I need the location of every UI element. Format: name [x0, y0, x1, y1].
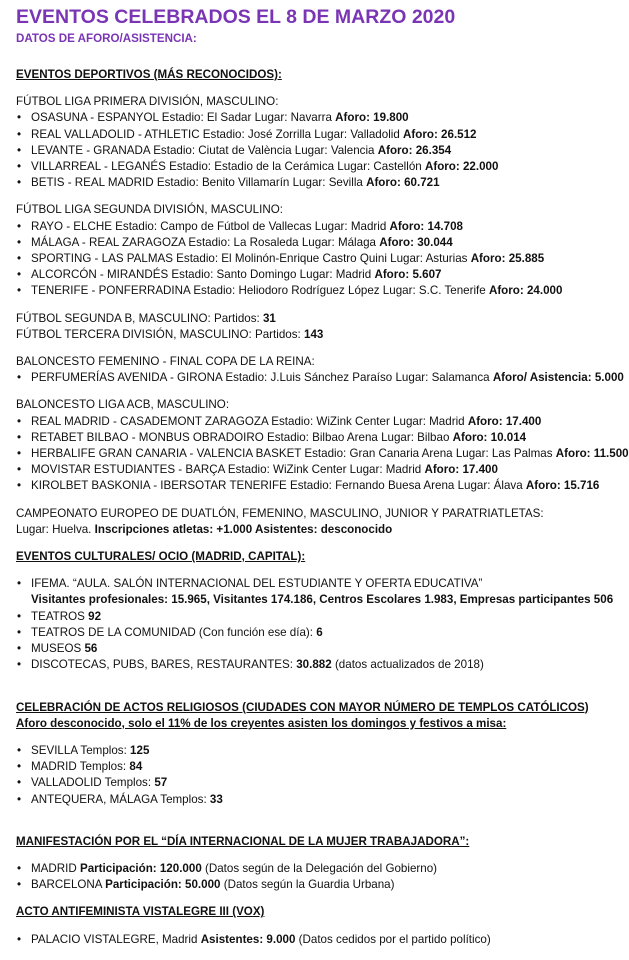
list-item: • TENERIFE - PONFERRADINA Estadio: Heliodoro Rodríguez López Lugar: S.C. Tenerife Aforo: 24.000	[16, 283, 596, 299]
culture-section-heading: EVENTOS CULTURALES/ OCIO (MADRID, CAPITAL):	[16, 550, 306, 564]
list-item: • PERFUMERÍAS AVENIDA - GIRONA Estadio: J.Luis Sánchez Paraíso Lugar: Salamanca Aforo/ Asistencia: 5.000	[16, 370, 596, 386]
list-item: • PALACIO VISTALEGRE, Madrid Asistentes: 9.000 (Datos cedidos por el partido político)	[16, 932, 596, 948]
list-item: • RAYO - ELCHE Estadio: Campo de Fútbol de Vallecas Lugar: Madrid Aforo: 14.708	[16, 219, 596, 235]
list-item: • MADRID Participación: 120.000 (Datos según de la Delegación del Gobierno)	[16, 861, 596, 877]
list-item: • BETIS - REAL MADRID Estadio: Benito Villamarín Lugar: Sevilla Aforo: 60.721	[16, 175, 596, 191]
copa-reina-list	[16, 370, 624, 386]
manifestacion-list	[16, 861, 596, 893]
list-item-teatros: • TEATROS 92	[16, 609, 596, 625]
segunda-b-line: FÚTBOL SEGUNDA B, MASCULINO: Partidos: 31	[16, 311, 276, 325]
page-subtitle: DATOS DE AFORO/ASISTENCIA:	[16, 32, 197, 45]
list-item: • KIROLBET BASKONIA - IBERSOTAR TENERIFE Estadio: Fernando Buesa Arena Lugar: Álava Aforo: 15.716	[16, 478, 596, 494]
acb-list	[16, 414, 629, 495]
list-item: • BARCELONA Participación: 50.000 (Datos según la Guardia Urbana)	[16, 877, 596, 893]
list-item-ifema: • IFEMA. “AULA. SALÓN INTERNACIONAL DEL ESTUDIANTE Y OFERTA EDUCATIVA”	[16, 576, 596, 592]
list-item-discotecas: • DISCOTECAS, PUBS, BARES, RESTAURANTES: 30.882 (datos actualizados de 2018)	[16, 657, 596, 673]
liga2-list	[16, 219, 596, 300]
list-item: • REAL VALLADOLID - ATHLETIC Estadio: José Zorrilla Lugar: Valladolid Aforo: 26.512	[16, 127, 596, 143]
liga2-heading: FÚTBOL LIGA SEGUNDA DIVISIÓN, MASCULINO:	[16, 203, 283, 217]
list-item: • HERBALIFE GRAN CANARIA - VALENCIA BASKET Estadio: Gran Canaria Arena Lugar: Las Palmas Aforo: 11.500	[16, 446, 596, 462]
list-item: • RETABET BILBAO - MONBUS OBRADOIRO Estadio: Bilbao Arena Lugar: Bilbao Aforo: 10.014	[16, 430, 596, 446]
ifema-stats: Visitantes profesionales: 15.965, Visitantes 174.186, Centros Escolares 1.983, Empresas participantes 506	[31, 593, 614, 607]
list-item: • MADRID Templos: 84	[16, 759, 596, 775]
list-item: • OSASUNA - ESPANYOL Estadio: El Sadar Lugar: Navarra Aforo: 19.800	[16, 110, 596, 126]
copa-reina-heading: BALONCESTO FEMENINO - FINAL COPA DE LA REINA:	[16, 355, 315, 369]
list-item: • MOVISTAR ESTUDIANTES - BARÇA Estadio: WiZink Center Lugar: Madrid Aforo: 17.400	[16, 462, 596, 478]
manifestacion-heading: MANIFESTACIÓN POR EL “DÍA INTERNACIONAL DE LA MUJER TRABAJADORA”:	[16, 834, 470, 848]
liga1-heading: FÚTBOL LIGA PRIMERA DIVISIÓN, MASCULINO:	[16, 95, 279, 109]
culture-list-2	[16, 609, 596, 674]
duatlon-line: Lugar: Huelva. Inscripciones atletas: +1.000 Asistentes: desconocido	[16, 522, 393, 536]
religion-subheading: Aforo desconocido, solo el 11% de los creyentes asisten los domingos y festivos a misa:	[16, 716, 507, 730]
vox-list	[16, 932, 596, 948]
vox-heading: ACTO ANTIFEMINISTA VISTALEGRE III (VOX)	[16, 905, 265, 919]
religion-section-heading: CELEBRACIÓN DE ACTOS RELIGIOSOS (CIUDADES CON MAYOR NÚMERO DE TEMPLOS CATÓLICOS)	[16, 700, 589, 714]
religion-list	[16, 743, 596, 808]
list-item: • VALLADOLID Templos: 57	[16, 775, 596, 791]
list-item: • LEVANTE - GRANADA Estadio: Ciutat de València Lugar: Valencia Aforo: 26.354	[16, 143, 596, 159]
list-item: • SPORTING - LAS PALMAS Estadio: El Molinón-Enrique Castro Quini Lugar: Asturias Aforo: 25.885	[16, 251, 596, 267]
list-item: • VILLARREAL - LEGANÉS Estadio: Estadio de la Cerámica Lugar: Castellón Aforo: 22.000	[16, 159, 596, 175]
list-item: • ANTEQUERA, MÁLAGA Templos: 33	[16, 792, 596, 808]
tercera-line: FÚTBOL TERCERA DIVISIÓN, MASCULINO: Partidos: 143	[16, 327, 324, 341]
duatlon-heading: CAMPEONATO EUROPEO DE DUATLÓN, FEMENINO, MASCULINO, JUNIOR Y PARATRIATLETAS:	[16, 506, 544, 520]
page-title: EVENTOS CELEBRADOS EL 8 DE MARZO 2020	[16, 6, 456, 28]
culture-list	[16, 576, 596, 592]
list-item-museos: • MUSEOS 56	[16, 641, 596, 657]
list-item: • REAL MADRID - CASADEMONT ZARAGOZA Estadio: WiZink Center Lugar: Madrid Aforo: 17.400	[16, 414, 596, 430]
list-item: • ALCORCÓN - MIRANDÉS Estadio: Santo Domingo Lugar: Madrid Aforo: 5.607	[16, 267, 596, 283]
sport-section-heading: EVENTOS DEPORTIVOS (MÁS RECONOCIDOS):	[16, 68, 282, 81]
list-item: • MÁLAGA - REAL ZARAGOZA Estadio: La Rosaleda Lugar: Málaga Aforo: 30.044	[16, 235, 596, 251]
list-item: • SEVILLA Templos: 125	[16, 743, 596, 759]
list-item-teatros-comunidad: • TEATROS DE LA COMUNIDAD (Con función ese día): 6	[16, 625, 596, 641]
acb-heading: BALONCESTO LIGA ACB, MASCULINO:	[16, 398, 230, 412]
liga1-list	[16, 110, 596, 191]
